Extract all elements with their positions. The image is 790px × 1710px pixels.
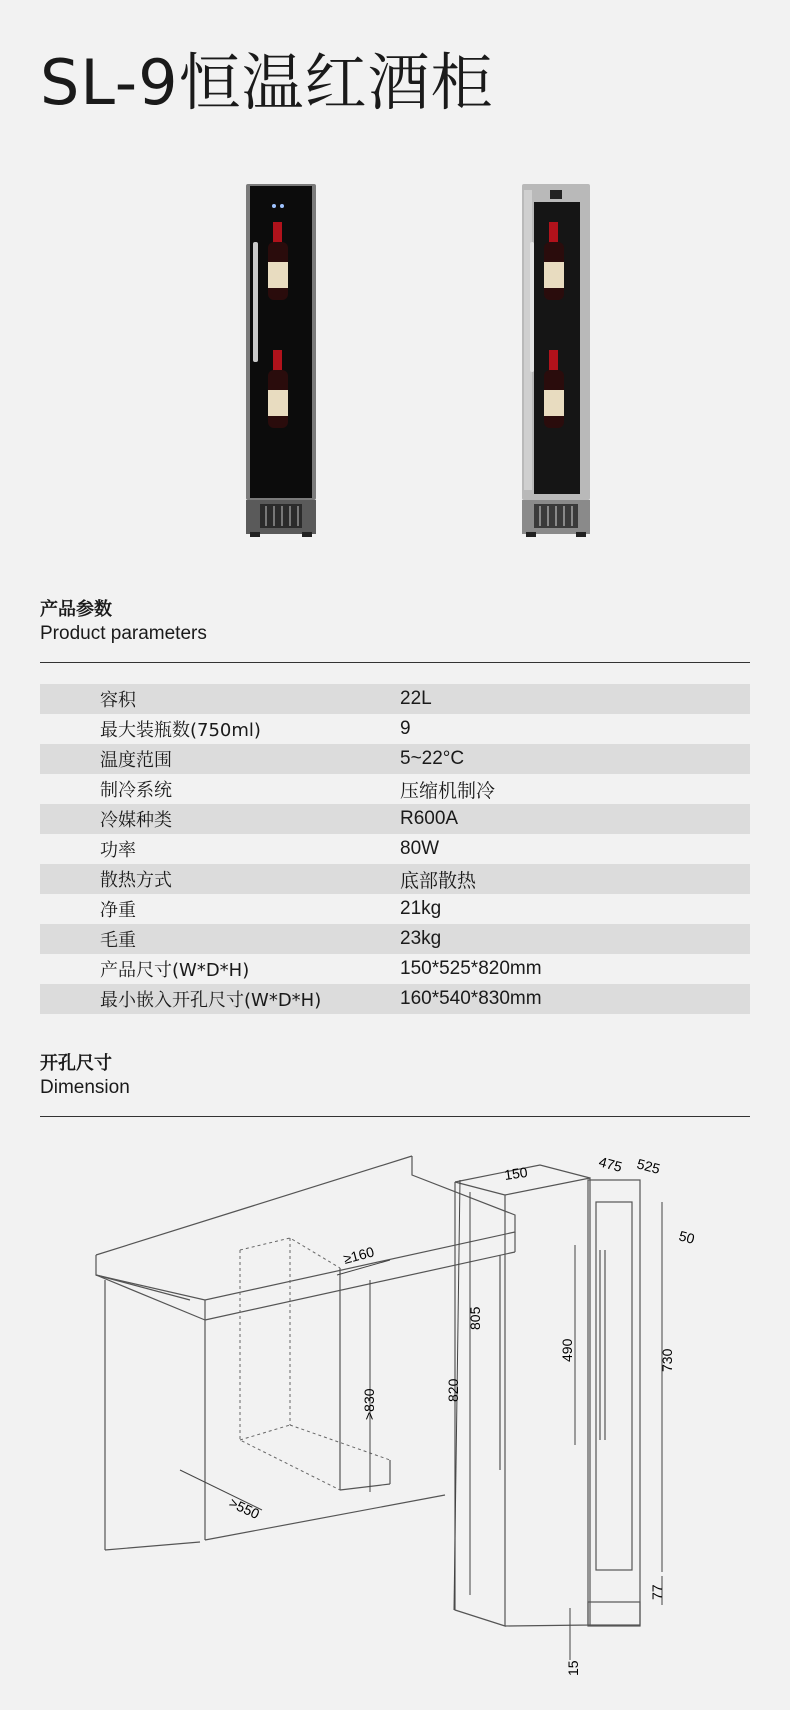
param-value: 9 — [400, 718, 411, 739]
param-label: 最小嵌入开孔尺寸(W*D*H) — [100, 990, 322, 1011]
param-label: 最大装瓶数(750ml) — [100, 720, 261, 741]
param-value: 21kg — [400, 898, 442, 919]
param-value: 80W — [400, 838, 440, 859]
param-value: 160*540*830mm — [400, 988, 542, 1009]
wine-cabinet-black-image — [244, 182, 318, 538]
base-label: 77 — [649, 1584, 665, 1600]
param-value: 压缩机制冷 — [400, 780, 496, 802]
body-height-label: 805 — [467, 1306, 483, 1330]
params-divider — [40, 662, 750, 663]
param-label: 散热方式 — [100, 870, 172, 891]
dimension-title-cn: 开孔尺寸 — [40, 1053, 112, 1074]
params-title-cn: 产品参数 — [40, 599, 112, 620]
param-label: 温度范围 — [100, 750, 172, 771]
handle-label: 490 — [559, 1338, 575, 1362]
table-row — [40, 894, 750, 924]
width-label: 150 — [503, 1163, 529, 1183]
table-row — [40, 774, 750, 804]
depth-body-label: 475 — [597, 1153, 624, 1175]
param-value: 5~22°C — [400, 748, 465, 769]
param-label: 毛重 — [100, 930, 136, 951]
table-row — [40, 804, 750, 834]
params-title-en: Product parameters — [40, 623, 207, 644]
table-row — [40, 744, 750, 774]
table-row — [40, 954, 750, 984]
dimension-diagram — [0, 1140, 790, 1700]
wine-cabinet-stainless-image — [520, 182, 592, 538]
table-row — [40, 924, 750, 954]
table-row — [40, 714, 750, 744]
table-row — [40, 984, 750, 1014]
param-label: 产品尺寸(W*D*H) — [100, 960, 250, 981]
cutout-depth-label: >550 — [226, 1494, 263, 1523]
dimension-title-en: Dimension — [40, 1077, 130, 1098]
dimension-divider — [40, 1116, 750, 1117]
param-label: 制冷系统 — [100, 780, 172, 801]
param-label: 容积 — [100, 690, 136, 711]
door-height-label: 730 — [659, 1348, 675, 1372]
param-label: 功率 — [100, 840, 136, 861]
door-label: 50 — [677, 1227, 697, 1247]
table-row — [40, 834, 750, 864]
param-value: 22L — [400, 688, 432, 709]
cutout-height-label: >830 — [361, 1388, 377, 1420]
feet-label: 15 — [565, 1660, 581, 1676]
depth-total-label: 525 — [635, 1155, 662, 1177]
param-value: 底部散热 — [400, 870, 477, 892]
params-section-header — [40, 598, 207, 646]
table-row — [40, 864, 750, 894]
cutout-width-label: ≥160 — [341, 1243, 376, 1267]
page-title: SL-9恒温红酒柜 — [40, 46, 494, 119]
param-value: R600A — [400, 808, 459, 829]
table-row — [40, 684, 750, 714]
param-value: 23kg — [400, 928, 442, 949]
dimension-section-header — [40, 1052, 130, 1100]
param-label: 净重 — [100, 900, 136, 921]
params-table — [40, 684, 750, 1014]
param-value: 150*525*820mm — [400, 958, 542, 979]
param-label: 冷媒种类 — [100, 810, 172, 831]
total-height-label: 820 — [445, 1378, 461, 1402]
